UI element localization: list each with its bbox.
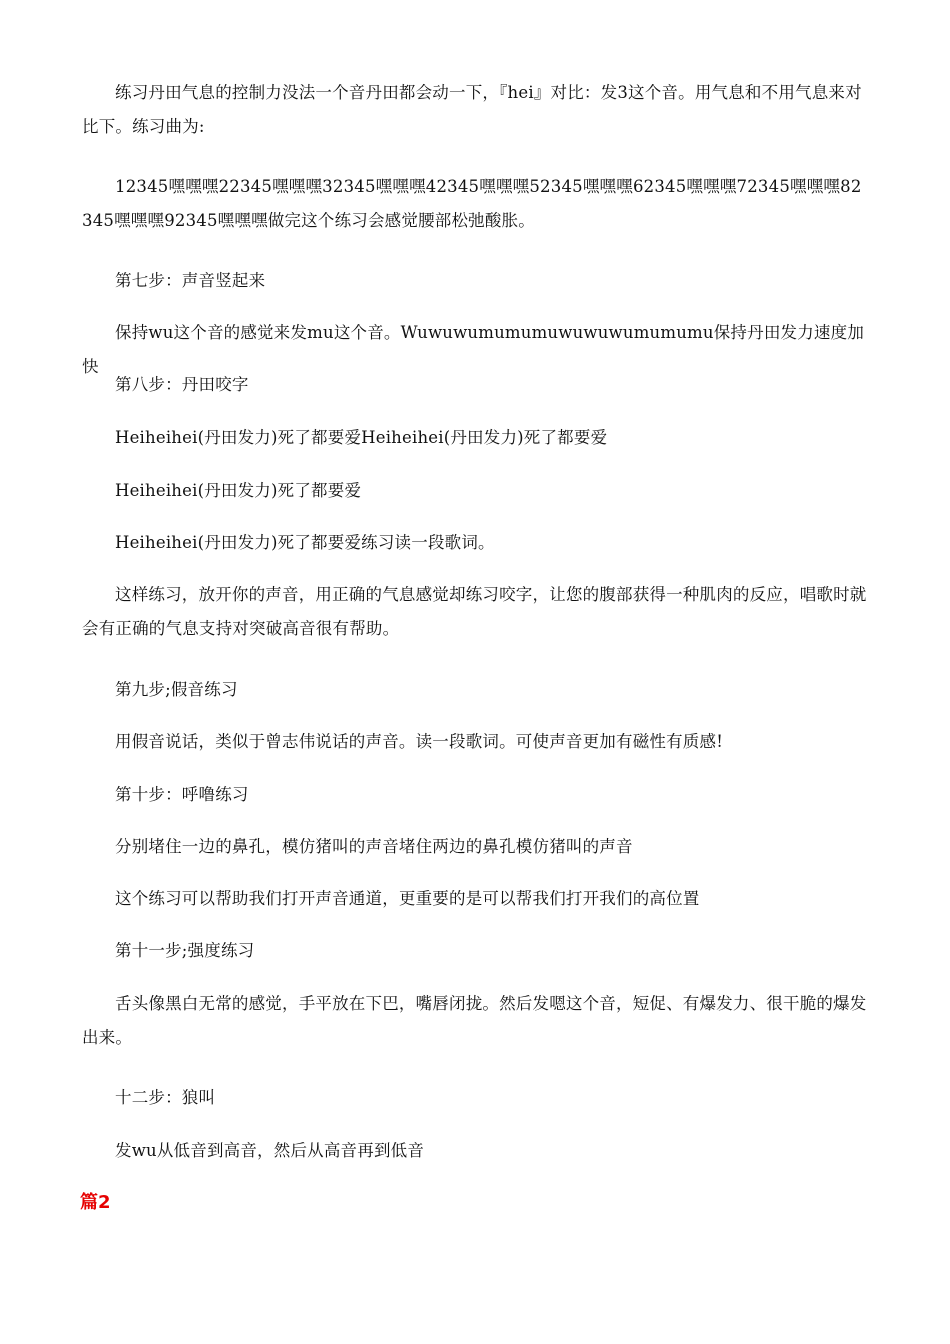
step-12-heading: 十二步：狼叫: [115, 1088, 216, 1107]
paragraph-step-8-explanation: 这样练习，放开你的声音，用正确的气息感觉却练习咬字，让您的腹部获得一种肌肉的反应，唱歌时就会有正确的气息支持对突破高音很有帮助。: [82, 585, 867, 638]
step-11-heading: 第十一步;强度练习: [115, 941, 255, 960]
paragraph-step-8-line-1: Heiheihei(丹田发力)死了都要爱Heiheihei(丹田发力)死了都要爱: [115, 428, 608, 447]
paragraph-exercise-sequence: 12345嘿嘿嘿22345嘿嘿嘿32345嘿嘿嘿42345嘿嘿嘿52345嘿嘿嘿62345嘿嘿嘿72345嘿嘿嘿82345嘿嘿嘿92345嘿嘿嘿做完这个练习会感觉腰部松弛酸胀。: [82, 177, 862, 230]
paragraph-step-7: 保持wu这个音的感觉来发mu这个音。Wuwuwumumumuwuwuwumumumu保持丹田发力速度加快: [82, 323, 865, 376]
step-10-heading: 第十步：呼噜练习: [115, 785, 249, 804]
paragraph-step-11: 舌头像黑白无常的感觉，手平放在下巴，嘴唇闭拢。然后发嗯这个音，短促、有爆发力、很干脆的爆发出来。: [82, 994, 867, 1047]
section-heading: 篇2: [80, 1192, 111, 1213]
paragraph-step-9: 用假音说话，类似于曾志伟说话的声音。读一段歌词。可使声音更加有磁性有质感!: [115, 732, 724, 751]
paragraph-step-10-line-1: 分别堵住一边的鼻孔，模仿猪叫的声音堵住两边的鼻孔模仿猪叫的声音: [115, 837, 633, 856]
step-7-heading: 第七步：声音竖起来: [115, 271, 266, 290]
paragraph-step-8-line-2: Heiheihei(丹田发力)死了都要爱: [115, 481, 362, 500]
step-9-heading: 第九步;假音练习: [115, 680, 238, 699]
step-8-heading: 第八步：丹田咬字: [115, 375, 249, 394]
paragraph-breath-control: 练习丹田气息的控制力没法一个音丹田都会动一下，『hei』对比：发3这个音。用气息和不用气息来对比下。练习曲为:: [82, 83, 862, 136]
paragraph-step-12: 发wu从低音到高音，然后从高音再到低音: [115, 1141, 425, 1160]
paragraph-step-10-line-2: 这个练习可以帮助我们打开声音通道，更重要的是可以帮我们打开我们的高位置: [115, 889, 700, 908]
paragraph-step-8-line-3: Heiheihei(丹田发力)死了都要爱练习读一段歌词。: [115, 533, 495, 552]
